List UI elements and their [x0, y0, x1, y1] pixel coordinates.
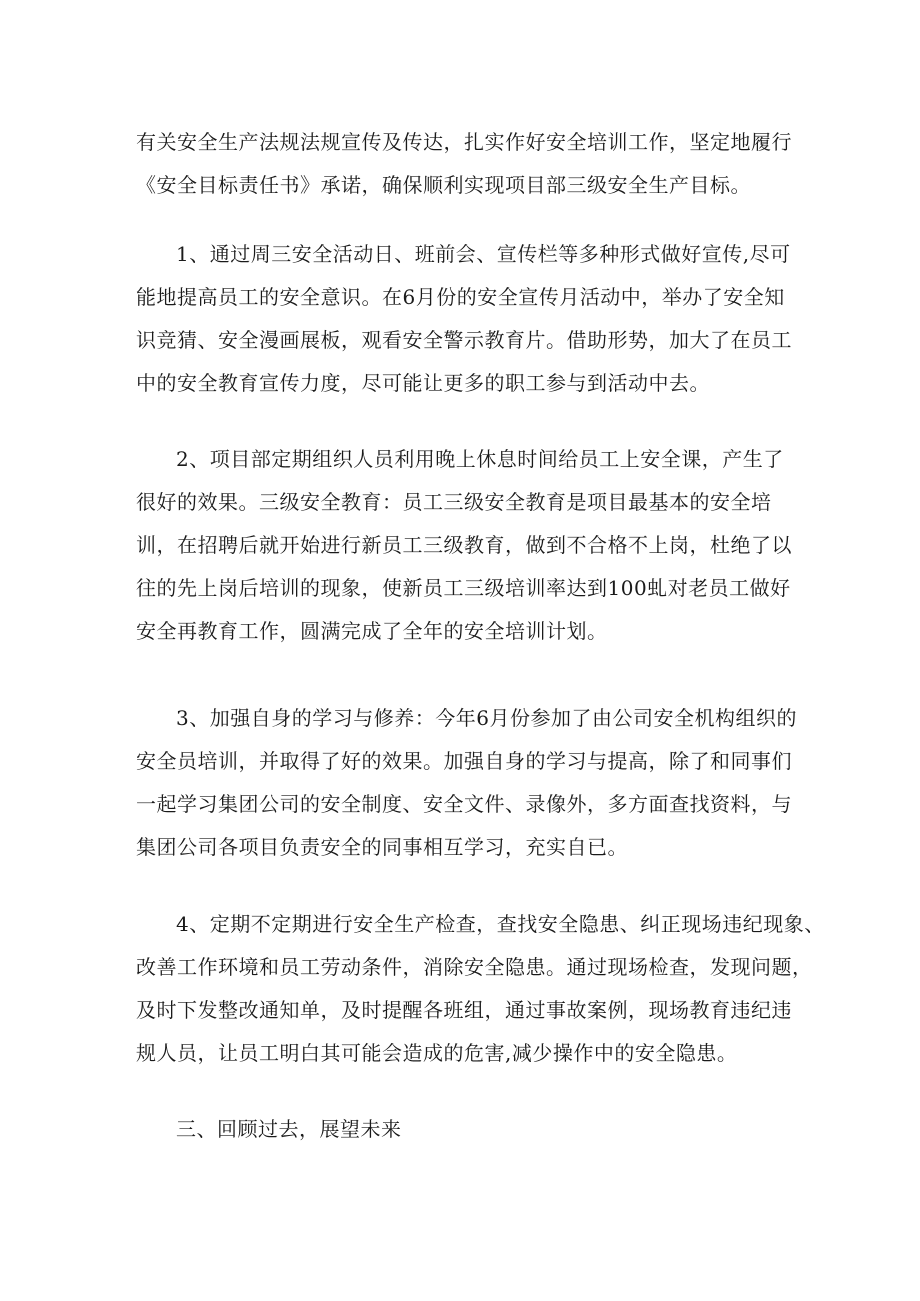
- text-line: 3、加强自身的学习与修养：今年6月份参加了由公司安全机构组织的: [176, 706, 797, 730]
- text-line: 4、定期不定期进行安全生产检查，查找安全隐患、纠正现场违纪现象、: [176, 912, 825, 936]
- text-line: 1、通过周三安全活动日、班前会、宣传栏等多种形式做好宣传,尽可: [176, 242, 791, 266]
- paragraph-item-4: [136, 903, 825, 1075]
- text-line: 识竞猜、安全漫画展板，观看安全警示教育片。借助形势，加大了在员工: [136, 328, 792, 352]
- paragraph-intro: [136, 121, 792, 207]
- text-line: 规人员，让员工明白其可能会造成的危害,减少操作中的安全隐患。: [136, 1041, 738, 1065]
- text-line: 中的安全教育宣传力度，尽可能让更多的职工参与到活动中去。: [136, 371, 710, 395]
- text-line: 一起学习集团公司的安全制度、安全文件、录像外，多方面查找资料，与: [136, 792, 792, 816]
- text-line: 改善工作环境和员工劳动条件，消除安全隐患。通过现场检查，发现问题，: [136, 955, 813, 979]
- text-line: 有关安全生产法规法规宣传及传达，扎实作好安全培训工作，坚定地履行: [136, 130, 792, 154]
- paragraph-item-3: [136, 697, 797, 869]
- paragraph-item-2: [136, 438, 792, 653]
- text-line: 《安全目标责任书》承诺，确保顺利实现项目部三级安全生产目标。: [136, 173, 751, 197]
- text-line: 能地提高员工的安全意识。在6月份的安全宣传月活动中，举办了安全知: [136, 285, 785, 309]
- text-line: 集团公司各项目负责安全的同事相互学习，充实自已。: [136, 835, 628, 859]
- section-heading-3: [136, 1108, 786, 1151]
- text-line: 很好的效果。三级安全教育：员工三级安全教育是项目最基本的安全培: [136, 490, 772, 514]
- text-line: 安全员培训，并取得了好的效果。加强自身的学习与提高，除了和同事们: [136, 749, 792, 773]
- text-line: 安全再教育工作，圆满完成了全年的安全培训计划。: [136, 619, 608, 643]
- text-line: 2、项目部定期组织人员利用晚上休息时间给员工上安全课，产生了: [176, 447, 784, 471]
- text-line: 往的先上岗后培训的现象，使新员工三级培训率达到100虬对老员工做好: [136, 576, 791, 600]
- heading-text: 三、回顾过去，展望未来: [176, 1117, 402, 1141]
- paragraph-item-1: [136, 233, 792, 405]
- text-line: 及时下发整改通知单，及时提醒各班组，通过事故案例，现场教育违纪违: [136, 998, 792, 1022]
- text-line: 训，在招聘后就开始进行新员工三级教育，做到不合格不上岗，杜绝了以: [136, 533, 792, 557]
